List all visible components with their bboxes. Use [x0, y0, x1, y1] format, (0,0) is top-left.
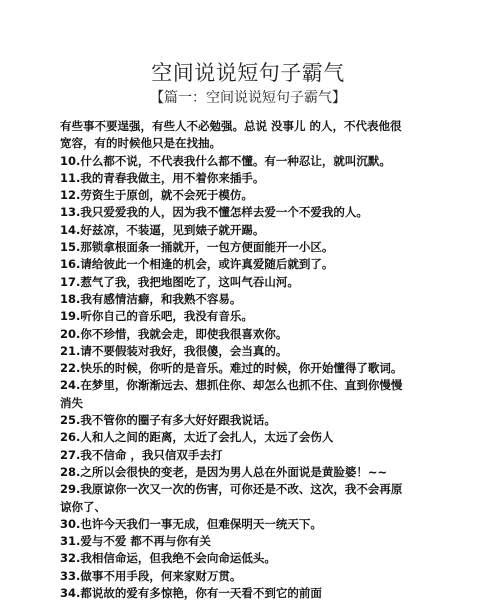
text-line: 27.我不信命 ，我只信双手去打: [60, 447, 223, 462]
text-line: 10.什么都不说，不代表我什么都不懂。有一种忍让，就叫沉默。: [60, 153, 391, 168]
text-line: 32.我相信命运，但我绝不会向命运低头。: [60, 551, 276, 566]
text-line: 14.好兹凉，不装逼，见到婊子就开踢。: [60, 222, 265, 237]
text-line: 22.快乐的时候，你听的是音乐。难过的时候，你开始懂得了歌词。: [60, 361, 403, 376]
text-line: 30.也许今天我们一事无成，但难保明天一统天下。: [60, 516, 322, 531]
text-line: 17.惹气了我，我把地图吃了，这叫气吞山河。: [60, 274, 299, 289]
text-line: 26.人和人之间的距离，太近了会扎人，太远了会伤人: [60, 430, 334, 445]
text-line: 21.请不要假装对我好，我很傻，会当真的。: [60, 343, 288, 358]
text-line: 有些事不要逞强，有些人不必勉强。总说 没事儿 的人，不代表他很: [60, 119, 402, 133]
text-line: 20.你不珍惜，我就会走，即使我很喜欢你。: [60, 326, 288, 341]
text-line: 12.劳资生于原创，就不会死于模仿。: [60, 188, 253, 203]
page-title: 空间说说短句子霸气: [151, 61, 345, 85]
text-line: 33.做事不用手段，何来家财万贯。: [60, 568, 242, 583]
article-body: [60, 118, 436, 602]
text-line: 13.我只爱爱我的人，因为我不懂怎样去爱一个不爱我的人。: [60, 205, 368, 220]
text-line: 25.我不管你的圈子有多大好好跟我说话。: [60, 413, 276, 428]
text-line: 消失: [60, 395, 83, 410]
text-line: 29.我原谅你一次又一次的伤害，可你还是不改、这次，我不会再原: [60, 482, 403, 497]
text-line: 19.听你自己的音乐吧，我没有音乐。: [60, 309, 253, 324]
text-line: 11.我的青春我做主，用不着你来插手。: [60, 170, 265, 185]
text-line: 16.请给彼此一个相逢的机会，或许真爱随后就到了。: [60, 257, 334, 272]
text-line: 34.都说故的爱有多惊艳，你有一天看不到它的前面: [60, 586, 322, 601]
section-heading: 【篇一：空间说说短句子霸气】: [150, 90, 346, 106]
text-line: 28.之所以会很快的变老，是因为男人总在外面说是黄脸婆！~~: [60, 464, 388, 479]
text-line: 18.我有感情洁癖，和我熟不容易。: [60, 291, 242, 306]
text-line: 宽容，有的时候他只是在找抽。: [60, 136, 221, 151]
text-line: 谅你了、: [60, 499, 106, 514]
text-line: 31.爱与不爱 都不再与你有关: [60, 534, 211, 549]
text-line: 15.那锁拿根面条一捅就开，一包方便面能开一小区。: [60, 240, 334, 255]
text-line: 24.在梦里，你渐渐远去、想抓住你、却怎么也抓不住、直到你慢慢: [60, 378, 403, 393]
